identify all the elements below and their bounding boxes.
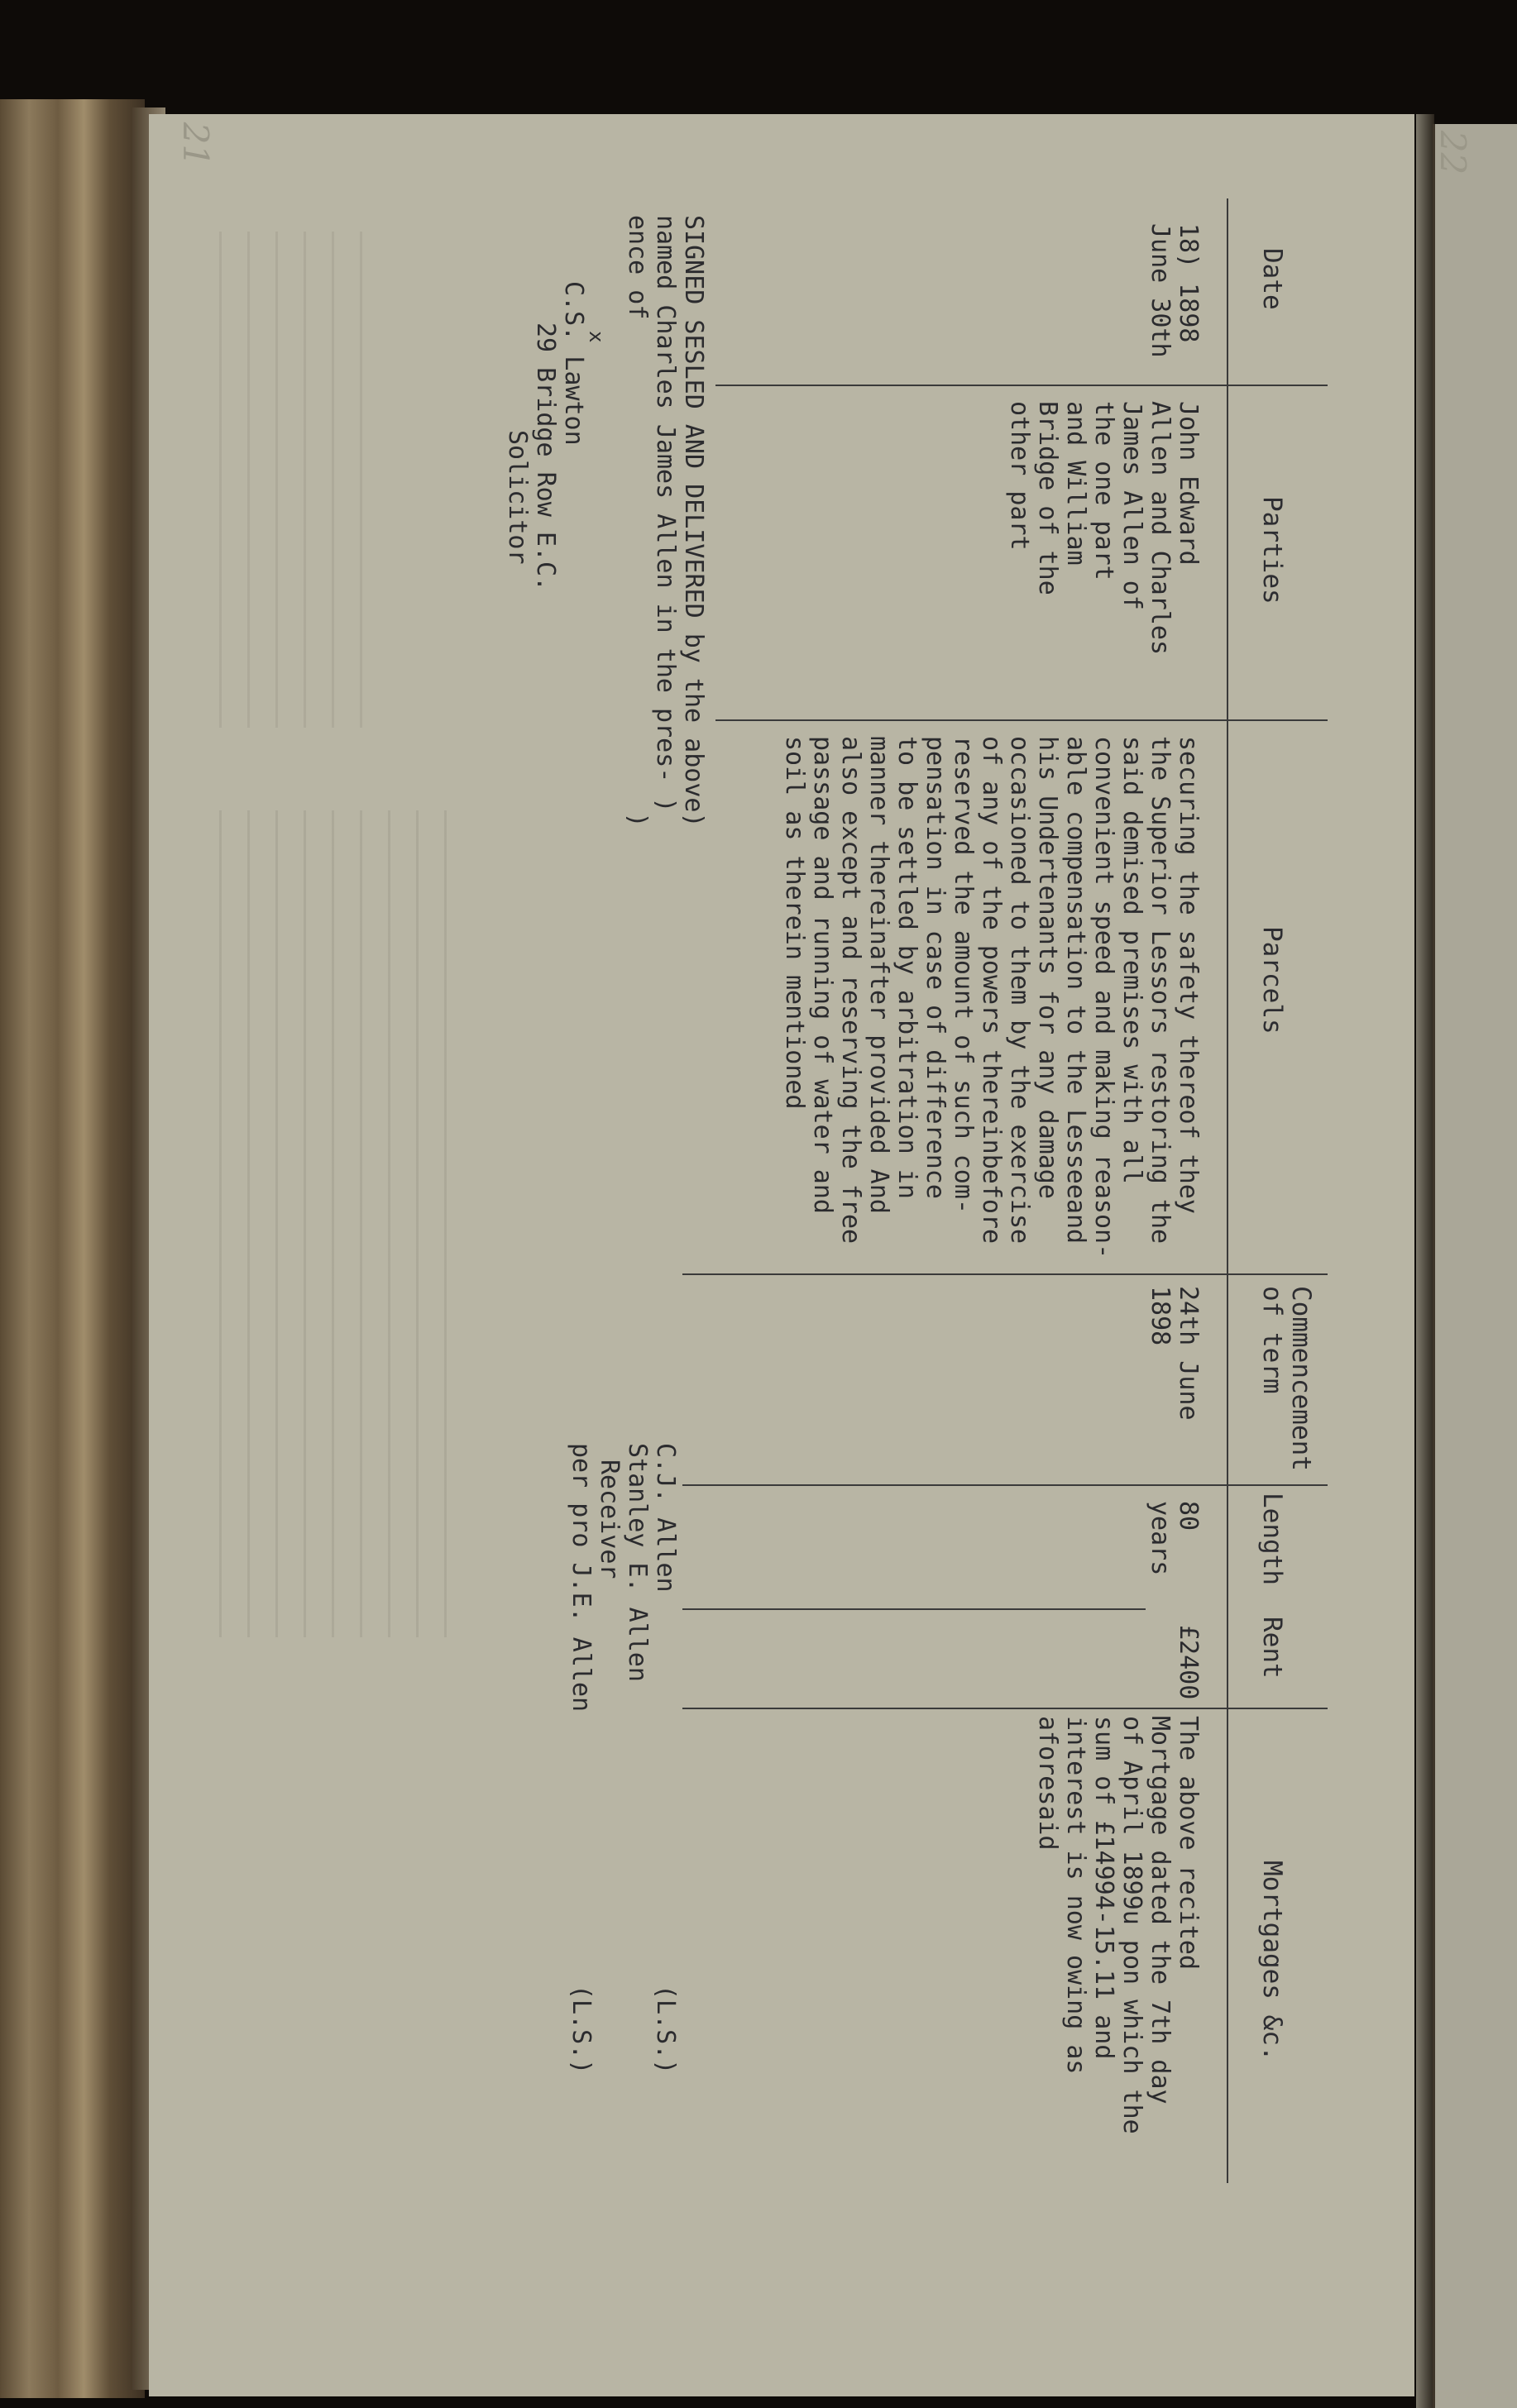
attestation-line: SIGNED SESLED AND DELIVERED by the above) bbox=[679, 215, 708, 828]
column-rule-parcels-commencement bbox=[682, 1273, 1328, 1275]
entry-parties-line: Allen and Charles bbox=[1146, 401, 1175, 656]
header-rent: Rent bbox=[1257, 1617, 1287, 1679]
entry-commencement-line: 1898 bbox=[1146, 1286, 1175, 1346]
column-rule-rent-mortgages bbox=[682, 1708, 1328, 1709]
entry-mortgages-line: Mortgage dated the 7th day bbox=[1146, 1716, 1175, 2105]
attestation-line: ence of ) bbox=[623, 215, 652, 828]
entry-date-line: June 30th bbox=[1146, 223, 1175, 358]
facing-page bbox=[1433, 124, 1517, 2408]
header-mortgages: Mortgages &c. bbox=[1257, 1861, 1287, 2062]
seal-mark: (L.S.) bbox=[567, 1985, 596, 2075]
header-commencement: Commencement bbox=[1286, 1286, 1316, 1471]
witness-name: C.S. Lawton bbox=[559, 281, 588, 446]
bleed-through-text bbox=[219, 232, 385, 728]
entry-parcels-line: of any of the powers thereinbefore bbox=[977, 736, 1006, 1245]
signatory-line: C.J. Allen bbox=[651, 1443, 680, 1593]
witness-title: Solicitor bbox=[503, 430, 532, 565]
entry-length-line: 80 bbox=[1174, 1501, 1203, 1531]
entry-parcels-line: also except and reserving the free bbox=[836, 736, 865, 1245]
entry-date-line: 18) 1898 bbox=[1174, 223, 1203, 343]
header-parcels: Parcels bbox=[1257, 926, 1287, 1034]
witness-caret-mark: x bbox=[585, 331, 608, 343]
signatory-line: Stanley E. Allen bbox=[623, 1443, 652, 1682]
entry-parcels-line: manner thereinafter provided And bbox=[864, 736, 893, 1214]
entry-parcels-line: convenient speed and making reason- bbox=[1089, 736, 1118, 1259]
entry-parcels-line: soil as therein mentioned bbox=[780, 736, 809, 1110]
header-parties: Parties bbox=[1257, 496, 1287, 604]
entry-parcels-line: the Superior Lessors restoring the bbox=[1146, 736, 1175, 1245]
entry-parties-line: and William bbox=[1061, 401, 1090, 566]
entry-mortgages-line: sum of £14994-15.11 and bbox=[1089, 1716, 1118, 2060]
entry-mortgages-line: of April 1899u pon which the bbox=[1117, 1716, 1146, 2134]
entry-parties-line: James Allen of bbox=[1117, 401, 1146, 610]
entry-mortgages-line: The above recited bbox=[1174, 1716, 1203, 1971]
entry-length-line: years bbox=[1146, 1501, 1175, 1576]
signatory-line: Receiver bbox=[595, 1460, 624, 1579]
column-rule-length-rent bbox=[682, 1608, 1146, 1610]
entry-parcels-line: passage and running of water and bbox=[808, 736, 837, 1214]
entry-commencement-line: 24th June bbox=[1174, 1286, 1203, 1421]
folio-number-right: 22 bbox=[1433, 130, 1474, 175]
entry-parcels-line: said demised premises with all bbox=[1117, 736, 1146, 1184]
entry-mortgages-line: interest is now owing as bbox=[1061, 1716, 1090, 2075]
entry-parties-line: other part bbox=[1005, 401, 1034, 551]
header-length: Length bbox=[1257, 1493, 1287, 1585]
book-gutter bbox=[1416, 114, 1434, 2408]
entry-parties-line: the one part bbox=[1089, 401, 1118, 580]
entry-mortgages-line: aforesaid bbox=[1033, 1716, 1062, 1851]
entry-parties-line: Bridge of the bbox=[1033, 401, 1062, 595]
attestation-line: named Charles James Allen in the pres- ) bbox=[651, 215, 680, 813]
witness-address: 29 Bridge Row E.C. bbox=[531, 322, 560, 592]
column-rule-date-parties bbox=[715, 385, 1328, 386]
ledger-table bbox=[170, 132, 1419, 2348]
entry-parcels-line: reserved the amount of such com- bbox=[949, 736, 978, 1214]
entry-parcels-line: securing the safety thereof they bbox=[1174, 736, 1203, 1214]
folio-number-left: 21 bbox=[175, 122, 217, 167]
entry-parcels-line: able compensation to the Lesseeand bbox=[1061, 736, 1090, 1245]
entry-parcels-line: his Undertenants for any damage bbox=[1033, 736, 1062, 1199]
column-rule-commencement-length bbox=[682, 1484, 1328, 1486]
header-date: Date bbox=[1257, 248, 1287, 310]
header-commencement-line2: of term bbox=[1257, 1286, 1287, 1394]
entry-rent: £2400 bbox=[1174, 1625, 1203, 1700]
entry-parcels-line: pensation in case of difference bbox=[921, 736, 950, 1199]
bleed-through-text bbox=[219, 810, 467, 1637]
entry-parties-line: John Edward bbox=[1174, 401, 1203, 566]
seal-mark: (L.S.) bbox=[651, 1985, 680, 2075]
entry-parcels-line: to be settled by arbitration in bbox=[892, 736, 921, 1199]
header-rule bbox=[1227, 198, 1228, 2183]
book-page-edges bbox=[0, 99, 145, 2398]
column-rule-parties-parcels bbox=[715, 719, 1328, 721]
signatory-line: per pro J.E. Allen bbox=[567, 1443, 596, 1713]
entry-parcels-line: occasioned to them by the exercise bbox=[1005, 736, 1034, 1245]
